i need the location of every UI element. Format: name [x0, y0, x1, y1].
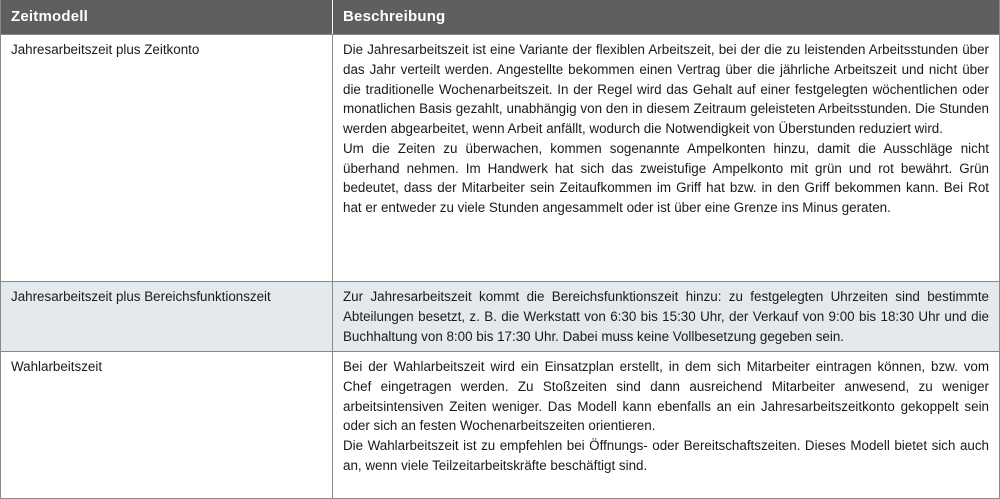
- table-header: [1, 0, 999, 34]
- description-paragraph: Die Wahlarbeitszeit ist zu empfehlen bei Öffnungs- oder Bereitschaftszeiten. Dieses Modell bietet sich auch an, wenn viele Teilzeitarbeitskräfte beschäftigt sind.: [343, 438, 989, 473]
- model-cell: Wahlarbeitszeit: [1, 352, 333, 498]
- description-cell: [333, 352, 999, 498]
- table-row: [1, 34, 999, 281]
- table-row: [1, 281, 999, 351]
- description-paragraph: Um die Zeiten zu überwachen, kommen sogenannte Ampelkonten hinzu, damit die Ausschläge nicht überhand nehmen. Im Handwerk hat sich das zweistufige Ampelkonto mit grün und rot bewährt. Grün bedeutet, dass der Mitarbeiter sein Zeitaufkommen im Griff hat bzw. in den Griff bekommen kann. Bei Rot hat er entweder zu viele Stunden angesammelt oder ist über eine Grenze ins Minus geraten.: [343, 140, 989, 215]
- header-beschreibung: Beschreibung: [343, 8, 446, 25]
- table-row: [1, 351, 999, 498]
- model-cell: Jahresarbeitszeit plus Bereichsfunktionszeit: [1, 282, 333, 351]
- header-zeitmodell: Zeitmodell: [1, 0, 333, 34]
- description-paragraph: Die Jahresarbeitszeit ist eine Variante der flexiblen Arbeitszeit, bei der die zu leistenden Arbeitsstunden über das Jahr verteilt werden. Angestellte bekommen einen Vertrag über die jährliche Arbeitszeit und nicht über die traditionelle Wochenarbeitszeit. In der Regel wird das Gehalt auf einer festgelegten wöchentlichen oder monatlichen Basis gezahlt, unabhängig von den in diesem Zeitraum geleisteten Arbeitsstunden. Die Stunden werden abgearbeitet, wenn Arbeit anfällt, wodurch die Notwendigkeit von Überstunden reduziert wird.: [343, 42, 989, 136]
- description-paragraph: Zur Jahresarbeitszeit kommt die Bereichsfunktionszeit hinzu: zu festgelegten Uhrzeiten sind bestimmte Abteilungen besetzt, z. B. die Werkstatt von 6:30 bis 15:30 Uhr, der Verkauf von 9:00 bis 18:30 Uhr und die Buchhaltung von 8:00 bis 17:30 Uhr. Dabei muss keine Vollbesetzung gegeben sein.: [343, 289, 989, 344]
- description-cell: [333, 282, 999, 351]
- model-cell: Jahresarbeitszeit plus Zeitkonto: [1, 35, 333, 281]
- description-cell: [333, 35, 999, 281]
- description-paragraph: Bei der Wahlarbeitszeit wird ein Einsatzplan erstellt, in dem sich Mitarbeiter eintragen können, bzw. vom Chef eingetragen werden. Zu Stoßzeiten sind dann ausreichend Mitarbeiter anwesend, zu weniger arbeitsintensiven Zeiten weniger. Das Modell kann ebenfalls an ein Jahresarbeitszeitkonto gekoppelt sein oder sich an festen Wochenarbeitszeiten orientieren.: [343, 359, 989, 434]
